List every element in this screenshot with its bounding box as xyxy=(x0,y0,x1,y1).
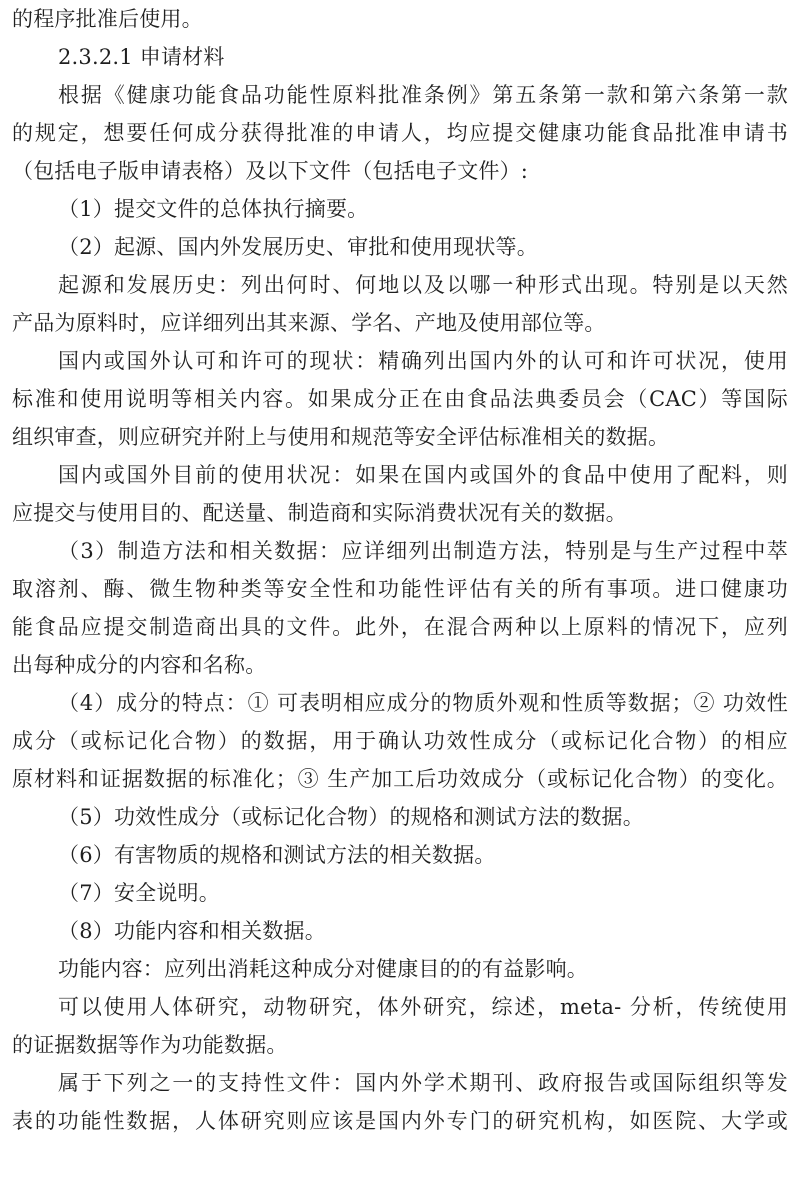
text-line: （6）有害物质的规格和测试方法的相关数据。 xyxy=(58,843,496,867)
text-line: 表的功能性数据，人体研究则应该是国内外专门的研究机构，如医院、大学或 xyxy=(12,1109,788,1133)
text-line: 取溶剂、酶、微生物种类等安全性和功能性评估有关的所有事项。进口健康功 xyxy=(12,577,788,601)
text-line: 可以使用人体研究，动物研究，体外研究，综述，meta- 分析，传统使用 xyxy=(58,995,788,1019)
text-line: （1）提交文件的总体执行摘要。 xyxy=(58,197,369,221)
text-line: （5）功效性成分（或标记化合物）的规格和测试方法的数据。 xyxy=(58,805,644,829)
text-line: 出每种成分的内容和名称。 xyxy=(12,653,267,677)
text-line: （8）功能内容和相关数据。 xyxy=(58,919,326,943)
text-line: 的规定，想要任何成分获得批准的申请人，均应提交健康功能食品批准申请书 xyxy=(12,121,788,145)
text-line: 应提交与使用目的、配送量、制造商和实际消费状况有关的数据。 xyxy=(12,501,627,525)
text-line: 成分（或标记化合物）的数据，用于确认功效性成分（或标记化合物）的相应 xyxy=(12,729,788,753)
text-line: （3）制造方法和相关数据：应详细列出制造方法，特别是与生产过程中萃 xyxy=(58,539,788,563)
text-line: 的证据数据等作为功能数据。 xyxy=(12,1033,288,1057)
text-line: 产品为原料时，应详细列出其来源、学名、产地及使用部位等。 xyxy=(12,311,606,335)
text-line: 的程序批准后使用。 xyxy=(12,7,203,31)
text-line: 2.3.2.1 申请材料 xyxy=(58,45,225,69)
text-line: （4）成分的特点：① 可表明相应成分的物质外观和性质等数据；② 功效性 xyxy=(58,691,788,715)
text-line: 国内或国外认可和许可的现状：精确列出国内外的认可和许可状况，使用 xyxy=(58,349,788,373)
text-line: 原材料和证据数据的标准化；③ 生产加工后功效成分（或标记化合物）的变化。 xyxy=(12,767,788,791)
text-line: （2）起源、国内外发展历史、审批和使用现状等。 xyxy=(58,235,538,259)
text-line: 标准和使用说明等相关内容。如果成分正在由食品法典委员会（CAC）等国际 xyxy=(12,387,788,411)
text-line: 组织审查，则应研究并附上与使用和规范等安全评估标准相关的数据。 xyxy=(12,425,670,449)
text-line: 根据《健康功能食品功能性原料批准条例》第五条第一款和第六条第一款 xyxy=(58,83,788,107)
text-line: 能食品应提交制造商出具的文件。此外，在混合两种以上原料的情况下，应列 xyxy=(12,615,788,639)
text-line: （包括电子版申请表格）及以下文件（包括电子文件）: xyxy=(12,159,529,183)
text-line: 属于下列之一的支持性文件：国内外学术期刊、政府报告或国际组织等发 xyxy=(58,1071,788,1095)
document-page xyxy=(12,0,788,1140)
text-line: 起源和发展历史：列出何时、何地以及以哪一种形式出现。特别是以天然 xyxy=(58,273,788,297)
text-line: （7）安全说明。 xyxy=(58,881,220,905)
text-line: 国内或国外目前的使用状况：如果在国内或国外的食品中使用了配料，则 xyxy=(58,463,788,487)
text-line: 功能内容：应列出消耗这种成分对健康目的的有益影响。 xyxy=(58,957,588,981)
